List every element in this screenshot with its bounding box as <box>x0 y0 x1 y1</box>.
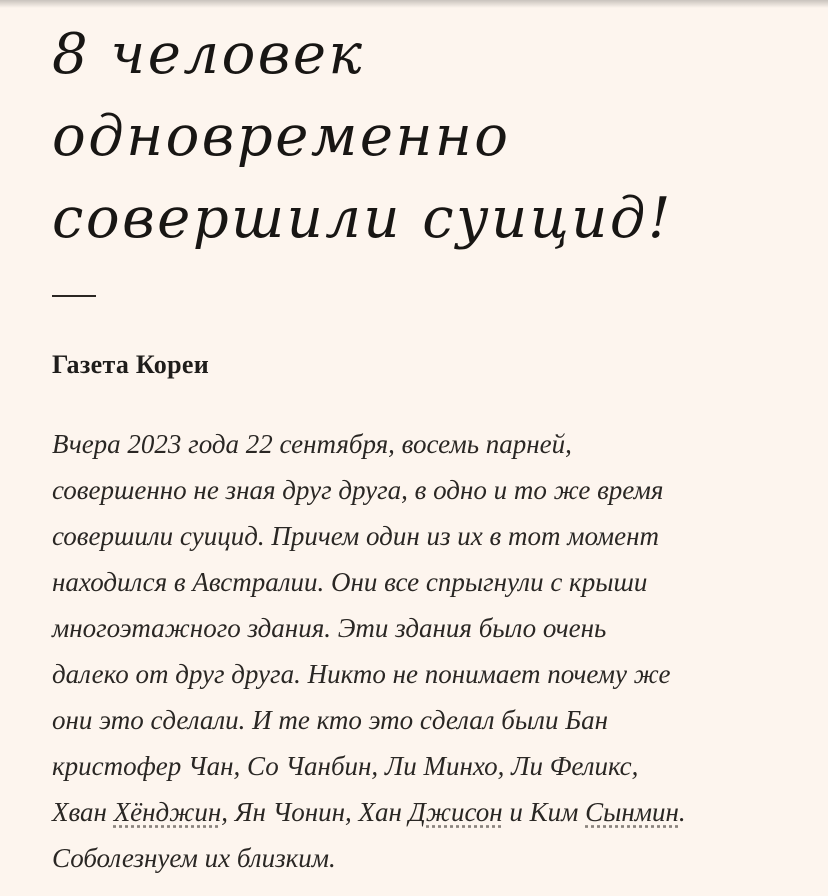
body-line-9 <box>52 789 792 835</box>
body-line-6: далеко от друг друга. Никто не понимает почему же <box>52 659 671 689</box>
headline-line-1: 8 человек <box>52 22 365 87</box>
top-shadow <box>0 0 828 8</box>
body-line-10: Соболезнуем их близким. <box>52 843 336 873</box>
body-line-3: совершили суицид. Причем один из их в тот момент <box>52 521 660 551</box>
body-line-4: находился в Австралии. Они все спрыгнули с крыши <box>52 567 648 597</box>
body-text-segment: , Ян Чонин, Хан <box>221 797 409 827</box>
name-link-jisung[interactable]: Джисон <box>408 797 503 827</box>
body-text-segment: . <box>678 797 686 827</box>
article-body <box>52 421 792 881</box>
body-line-7: они это сделали. И те кто это сделал были Бан <box>52 705 609 735</box>
name-link-seungmin[interactable]: Сынмин <box>585 797 679 827</box>
body-text-segment: и Ким <box>502 797 586 827</box>
article-source: Газета Кореи <box>52 350 209 379</box>
body-line-1: Вчера 2023 года 22 сентября, восемь парней, <box>52 429 572 459</box>
body-line-2: совершенно не зная друг друга, в одно и то же время <box>52 475 664 505</box>
body-text-segment: Хван <box>52 797 114 827</box>
name-link-hyunjin[interactable]: Хёнджин <box>113 797 222 827</box>
headline-line-3: совершили суицид! <box>52 186 673 251</box>
body-line-8: кристофер Чан, Со Чанбин, Ли Минхо, Ли Феликс, <box>52 751 639 781</box>
headline-line-2: одновременно <box>52 104 511 169</box>
article-headline <box>52 14 812 260</box>
body-line-5: многоэтажного здания. Эти здания было очень <box>52 613 607 643</box>
title-divider <box>52 295 96 297</box>
